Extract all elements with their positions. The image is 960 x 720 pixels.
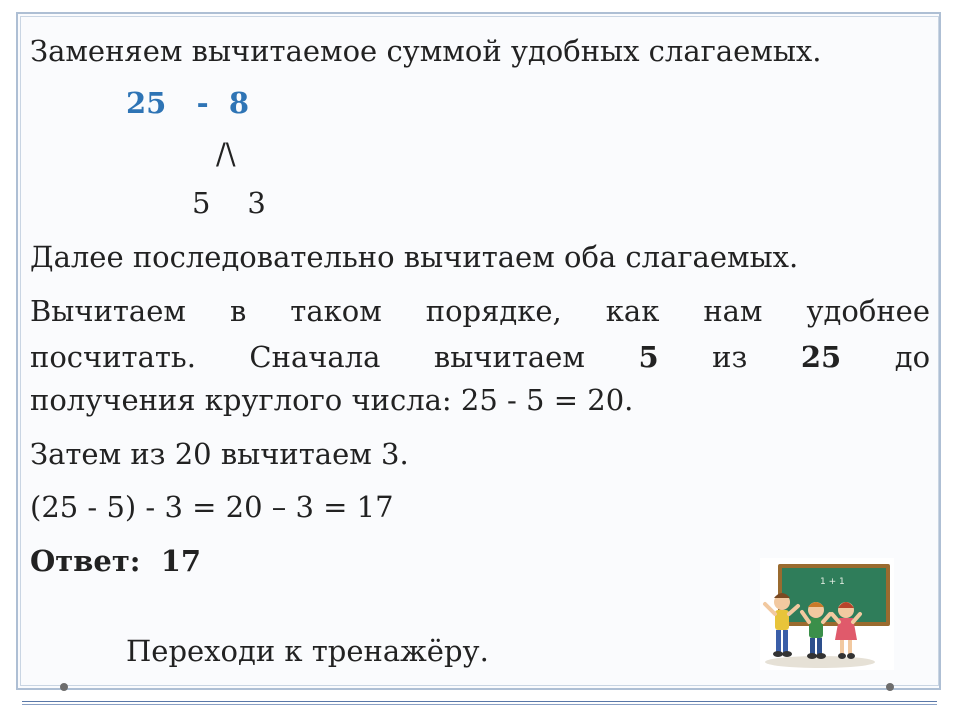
minuend: 25	[126, 86, 167, 120]
subtrahend: 8	[228, 86, 250, 120]
heading-text: Заменяем вычитаемое суммой удобных слагаемых.	[30, 34, 822, 68]
bold-number-25: 25	[800, 340, 842, 374]
board-text: 1 + 1	[820, 577, 845, 587]
equation-text: (25 - 5) - 3 = 20 – 3 = 17	[30, 490, 394, 524]
then-text: Затем из 20 вычитаем 3.	[30, 437, 409, 471]
expression	[126, 86, 249, 120]
bottom-rule	[22, 701, 937, 702]
paragraph-line-3: получения круглого числа: 25 - 5 = 20.	[30, 383, 634, 417]
split-parts	[192, 186, 266, 220]
paragraph-line-1: Вычитаем в таком порядке, как нам удобнее	[30, 294, 930, 328]
go-to-trainer-text[interactable]: Переходи к тренажёру.	[126, 634, 489, 668]
classroom-illustration	[760, 558, 894, 670]
answer	[30, 544, 201, 578]
branch-lines: /\	[216, 137, 236, 171]
next-step-text: Далее последовательно вычитаем оба слагаемых.	[30, 240, 799, 274]
paragraph-line-2: посчитать. Сначала вычитаем 5 из 25 до	[30, 340, 931, 374]
answer-label: Ответ:	[30, 544, 141, 578]
bold-number-5: 5	[638, 340, 659, 374]
bottom-rule-secondary	[22, 704, 937, 705]
minus-sign: -	[196, 86, 209, 120]
part-one: 5	[192, 186, 211, 220]
corner-dot-left	[60, 683, 68, 691]
answer-value: 17	[160, 544, 202, 578]
corner-dot-right	[886, 683, 894, 691]
classroom-picture	[760, 558, 894, 670]
part-two: 3	[247, 186, 266, 220]
